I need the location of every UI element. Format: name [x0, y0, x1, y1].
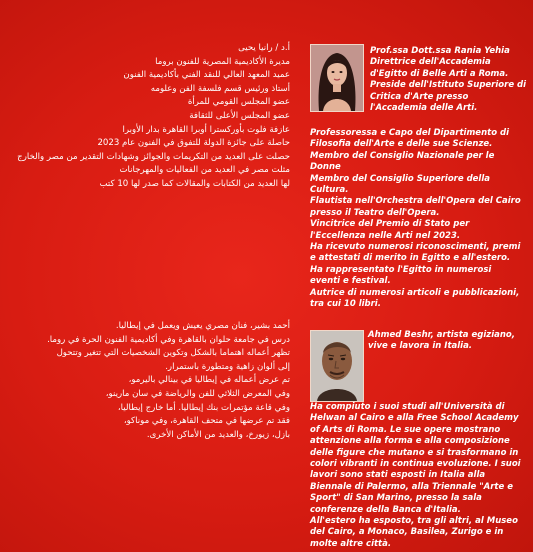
rania-arabic-line: أستاذ ورئيس قسم فلسفة الفن وعلومه: [150, 83, 290, 94]
rania-bio-line: Ha ricevuto numerosi riconoscimenti, premi e attestati di merito in Egitto e all'estero.: [310, 242, 521, 264]
rania-arabic-line: عضو المجلس القومي للمرأة: [187, 97, 290, 108]
ahmed-arabic-bio: [5, 320, 290, 442]
ahmed-arabic-line: فقد تم عرضها في متحف القاهرة، وفي موناكو،: [123, 416, 290, 427]
rania-arabic-line: عازفة فلوت بأوركسترا أوبرا القاهرة بدار الأوبرا: [122, 124, 290, 135]
rania-bio-line: Autrice di numerosi articoli e pubblicazioni, tra cui 10 libri.: [310, 287, 520, 310]
ahmed-bio-paragraph: All'estero ha esposto, tra gli altri, al Museo del Cairo, a Monaco, Basilea, Zurigo e in molte altre città.: [310, 516, 518, 549]
ahmed-arabic-line: درس في جامعة حلوان بالقاهرة وفي أكاديمية الفنون الحرة في روما.: [47, 334, 290, 345]
ahmed-beshr-portrait: [310, 330, 364, 402]
ahmed-arabic-line: أحمد بشير، فنان مصري يعيش ويعمل في إيطاليا.: [115, 321, 290, 331]
rania-bio-line: Vincitrice del Premio di Stato per l'Eccellenza nelle Arti nel 2023.: [310, 219, 470, 241]
rania-bio-line: Ha rappresentato l'Egitto in numerosi eventi e festival.: [310, 264, 492, 287]
rania-yehia-portrait: [310, 44, 364, 112]
rania-arabic-line: لها العديد من الكتابات والمقالات كما صدر لها 10 كتب: [99, 178, 290, 189]
ahmed-portrait-image: [311, 331, 363, 401]
rania-arabic-line: عميد المعهد العالي للنقد الفني بأكاديمية الفنون: [123, 70, 290, 81]
rania-arabic-line: أ.د / رانيا يحيى: [238, 43, 290, 53]
rania-bio-line: Membro del Consiglio Nazionale per le Donne: [310, 150, 495, 173]
ahmed-arabic-line: وفي قاعة مؤتمرات بنك إيطاليا. أما خارج إيطاليا،: [117, 402, 290, 413]
rania-arabic-line: عضو المجلس الأعلى للثقافة: [189, 110, 290, 121]
rania-arabic-bio: [10, 42, 290, 192]
ahmed-arabic-line: تظهر أعماله اهتماما بالشكل وتكوين الشخصيات التي تتغير وتتحول: [56, 348, 290, 359]
ahmed-italian-intro: Ahmed Beshr, artista egiziano, vive e lavora in Italia.: [368, 330, 515, 352]
rania-arabic-line: حصلت على العديد من التكريمات والجوائز وشهادات التقدير من مصر والخارج: [17, 151, 290, 162]
rania-arabic-line: حاصلة على جائزة الدولة للتفوق في الفنون عام 2023: [97, 138, 290, 149]
ahmed-arabic-line: بازل، زيورخ، والعديد من الأماكن الأخرى.: [146, 429, 290, 440]
rania-arabic-line: مديرة الأكاديمية المصرية للفنون بروما: [155, 56, 290, 67]
rania-arabic-line: مثلت مصر في العديد من الفعاليات والمهرجانات: [119, 165, 290, 176]
ahmed-italian-bio: [310, 402, 526, 550]
ahmed-arabic-line: تم عرض أعماله في إيطاليا في بينالي باليرمو،: [128, 375, 290, 386]
rania-bio-line: Membro del Consiglio Superiore della Cultura.: [310, 173, 490, 196]
rania-italian-bio: [310, 128, 524, 311]
ahmed-arabic-line: وفي المعرض الثلاثي للفن والرياضة في سان مارينو،: [105, 388, 290, 399]
ahmed-arabic-line: إلى ألوان زاهية ومتطورة باستمرار.: [165, 361, 290, 372]
ahmed-bio-paragraph: Ha compiuto i suoi studi all'Università di Helwan al Cairo e alla Free School Academy of Arts di Roma. Le sue opere mostrano attenzione alla forma e alla composizione delle figure che mutano e si trasformano in colori vibranti in continua evoluzione. I suoi lavori sono stati esposti in Italia alla Biennale di Palermo, alla Triennale "Arte e Sport" di San Marino, presso la sala conferenze della Banca d'Italia.: [310, 402, 521, 515]
rania-italian-intro: Prof.ssa Dott.ssa Rania Yehia Direttrice dell'Accademia d'Egitto di Belle Arti a Roma. Preside dell'Istituto Superiore di Critica d'Arte presso l'Accademia delle Arti.: [370, 46, 527, 114]
rania-portrait-image: [311, 45, 363, 111]
rania-bio-line: Flautista nell'Orchestra dell'Opera del Cairo presso il Teatro dell'Opera.: [310, 196, 521, 218]
rania-bio-line: Professoressa e Capo del Dipartimento di Filosofia dell'Arte e delle sue Scienze.: [310, 128, 509, 150]
